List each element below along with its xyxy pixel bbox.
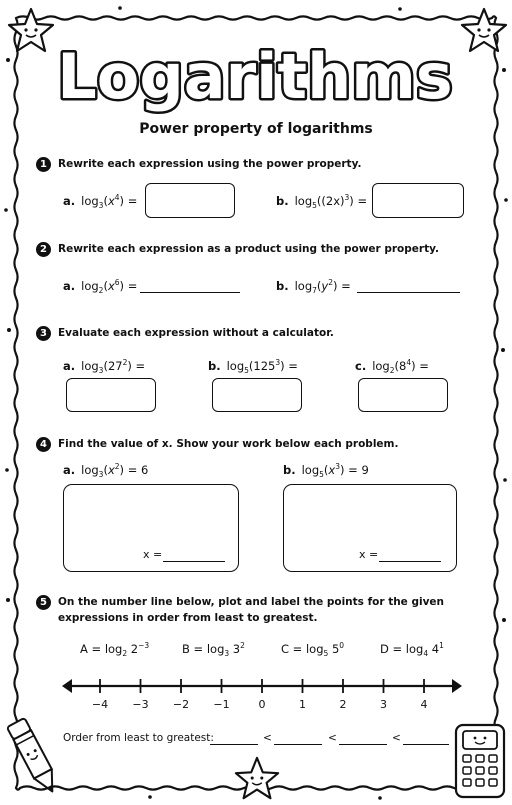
pencil-icon <box>4 712 64 802</box>
q2b-expression: b. $\log_7(y^2)$ = <box>276 278 351 296</box>
star-icon <box>459 6 509 56</box>
q2a-answer-line[interactable] <box>140 292 240 293</box>
question-number: 1 <box>36 157 51 172</box>
q2a-expression: a. $\log_2(x^6)$ = <box>63 278 138 296</box>
star-icon <box>6 6 56 56</box>
order-prompt: Order from least to greatest: <box>63 732 214 744</box>
order-blank-3[interactable] <box>339 744 387 745</box>
question-number: 2 <box>36 242 51 257</box>
q3a-expression: a. $\log_3(27^2)$ = <box>63 358 146 376</box>
question-prompt: Evaluate each expression without a calculator. <box>58 327 334 339</box>
tick-label: 1 <box>299 698 306 711</box>
tick-label: 2 <box>339 698 347 711</box>
tick-label: 3 <box>380 698 387 711</box>
q4b-answer-line[interactable] <box>379 561 441 562</box>
tick-label: −2 <box>172 698 190 711</box>
order-blank-4[interactable] <box>403 744 449 745</box>
point-D-expression: $D = \log_4 4^1$ <box>380 641 444 659</box>
point-B-expression: $B = \log_3 3^2$ <box>182 641 245 659</box>
star-icon <box>233 755 281 803</box>
q4a-expression: a. $\log_3(x^2) = 6$ <box>63 462 149 480</box>
q4b-expression: b. $\log_5(x^3) = 9$ <box>283 462 369 480</box>
less-than-sign: < <box>263 732 272 744</box>
point-C-expression: $C = \log_5 5^0$ <box>281 641 345 659</box>
less-than-sign: < <box>328 732 337 744</box>
q4a-answer-line[interactable] <box>163 561 225 562</box>
q3c-expression: c. $\log_2(8^4)$ = <box>355 358 429 376</box>
order-blank-2[interactable] <box>274 744 322 745</box>
question-prompt: On the number line below, plot and label the points for the given expressions in order from least to greatest. <box>58 596 445 624</box>
right-arrow-icon <box>452 679 462 693</box>
less-than-sign: < <box>392 732 401 744</box>
question-prompt: Rewrite each expression using the power property. <box>58 158 362 170</box>
title-bubble-text <box>55 28 455 128</box>
left-arrow-icon <box>62 679 72 693</box>
point-A-expression: $A = \log_2 2^{-3}$ <box>80 641 150 659</box>
q1a-answer-box[interactable] <box>145 183 235 218</box>
question-number: 3 <box>36 326 51 341</box>
tick-label: 0 <box>258 698 266 711</box>
page-subtitle: Power property of logarithms <box>139 121 373 137</box>
q3b-expression: b. $\log_5(125^3)$ = <box>208 358 298 376</box>
q1b-answer-box[interactable] <box>372 183 464 218</box>
q4a-answer: x = <box>143 548 163 561</box>
question-prompt: Find the value of x. Show your work below each problem. <box>58 438 399 450</box>
question-number: 4 <box>36 437 51 452</box>
q3a-answer-box[interactable] <box>66 378 156 412</box>
q4b-answer: x = <box>359 548 379 561</box>
question-prompt: Rewrite each expression as a product using the power property. <box>58 243 439 255</box>
tick-label: 4 <box>420 698 428 711</box>
number-line[interactable] <box>60 674 464 700</box>
question-number: 5 <box>36 595 51 610</box>
order-blank-1[interactable] <box>210 744 258 745</box>
q3b-answer-box[interactable] <box>212 378 302 412</box>
q1b-expression: b. $\log_5((2x)^3)$ = <box>276 193 368 211</box>
q1a-expression: a. $\log_3(x^4)$ = <box>63 193 138 211</box>
tick-label: −3 <box>132 698 149 711</box>
q2b-answer-line[interactable] <box>357 292 460 293</box>
calculator-icon <box>452 722 508 800</box>
page-title: Logarithms <box>57 40 453 113</box>
q3c-answer-box[interactable] <box>358 378 448 412</box>
tick-label: −4 <box>91 698 109 711</box>
tick-label: −1 <box>213 698 230 711</box>
